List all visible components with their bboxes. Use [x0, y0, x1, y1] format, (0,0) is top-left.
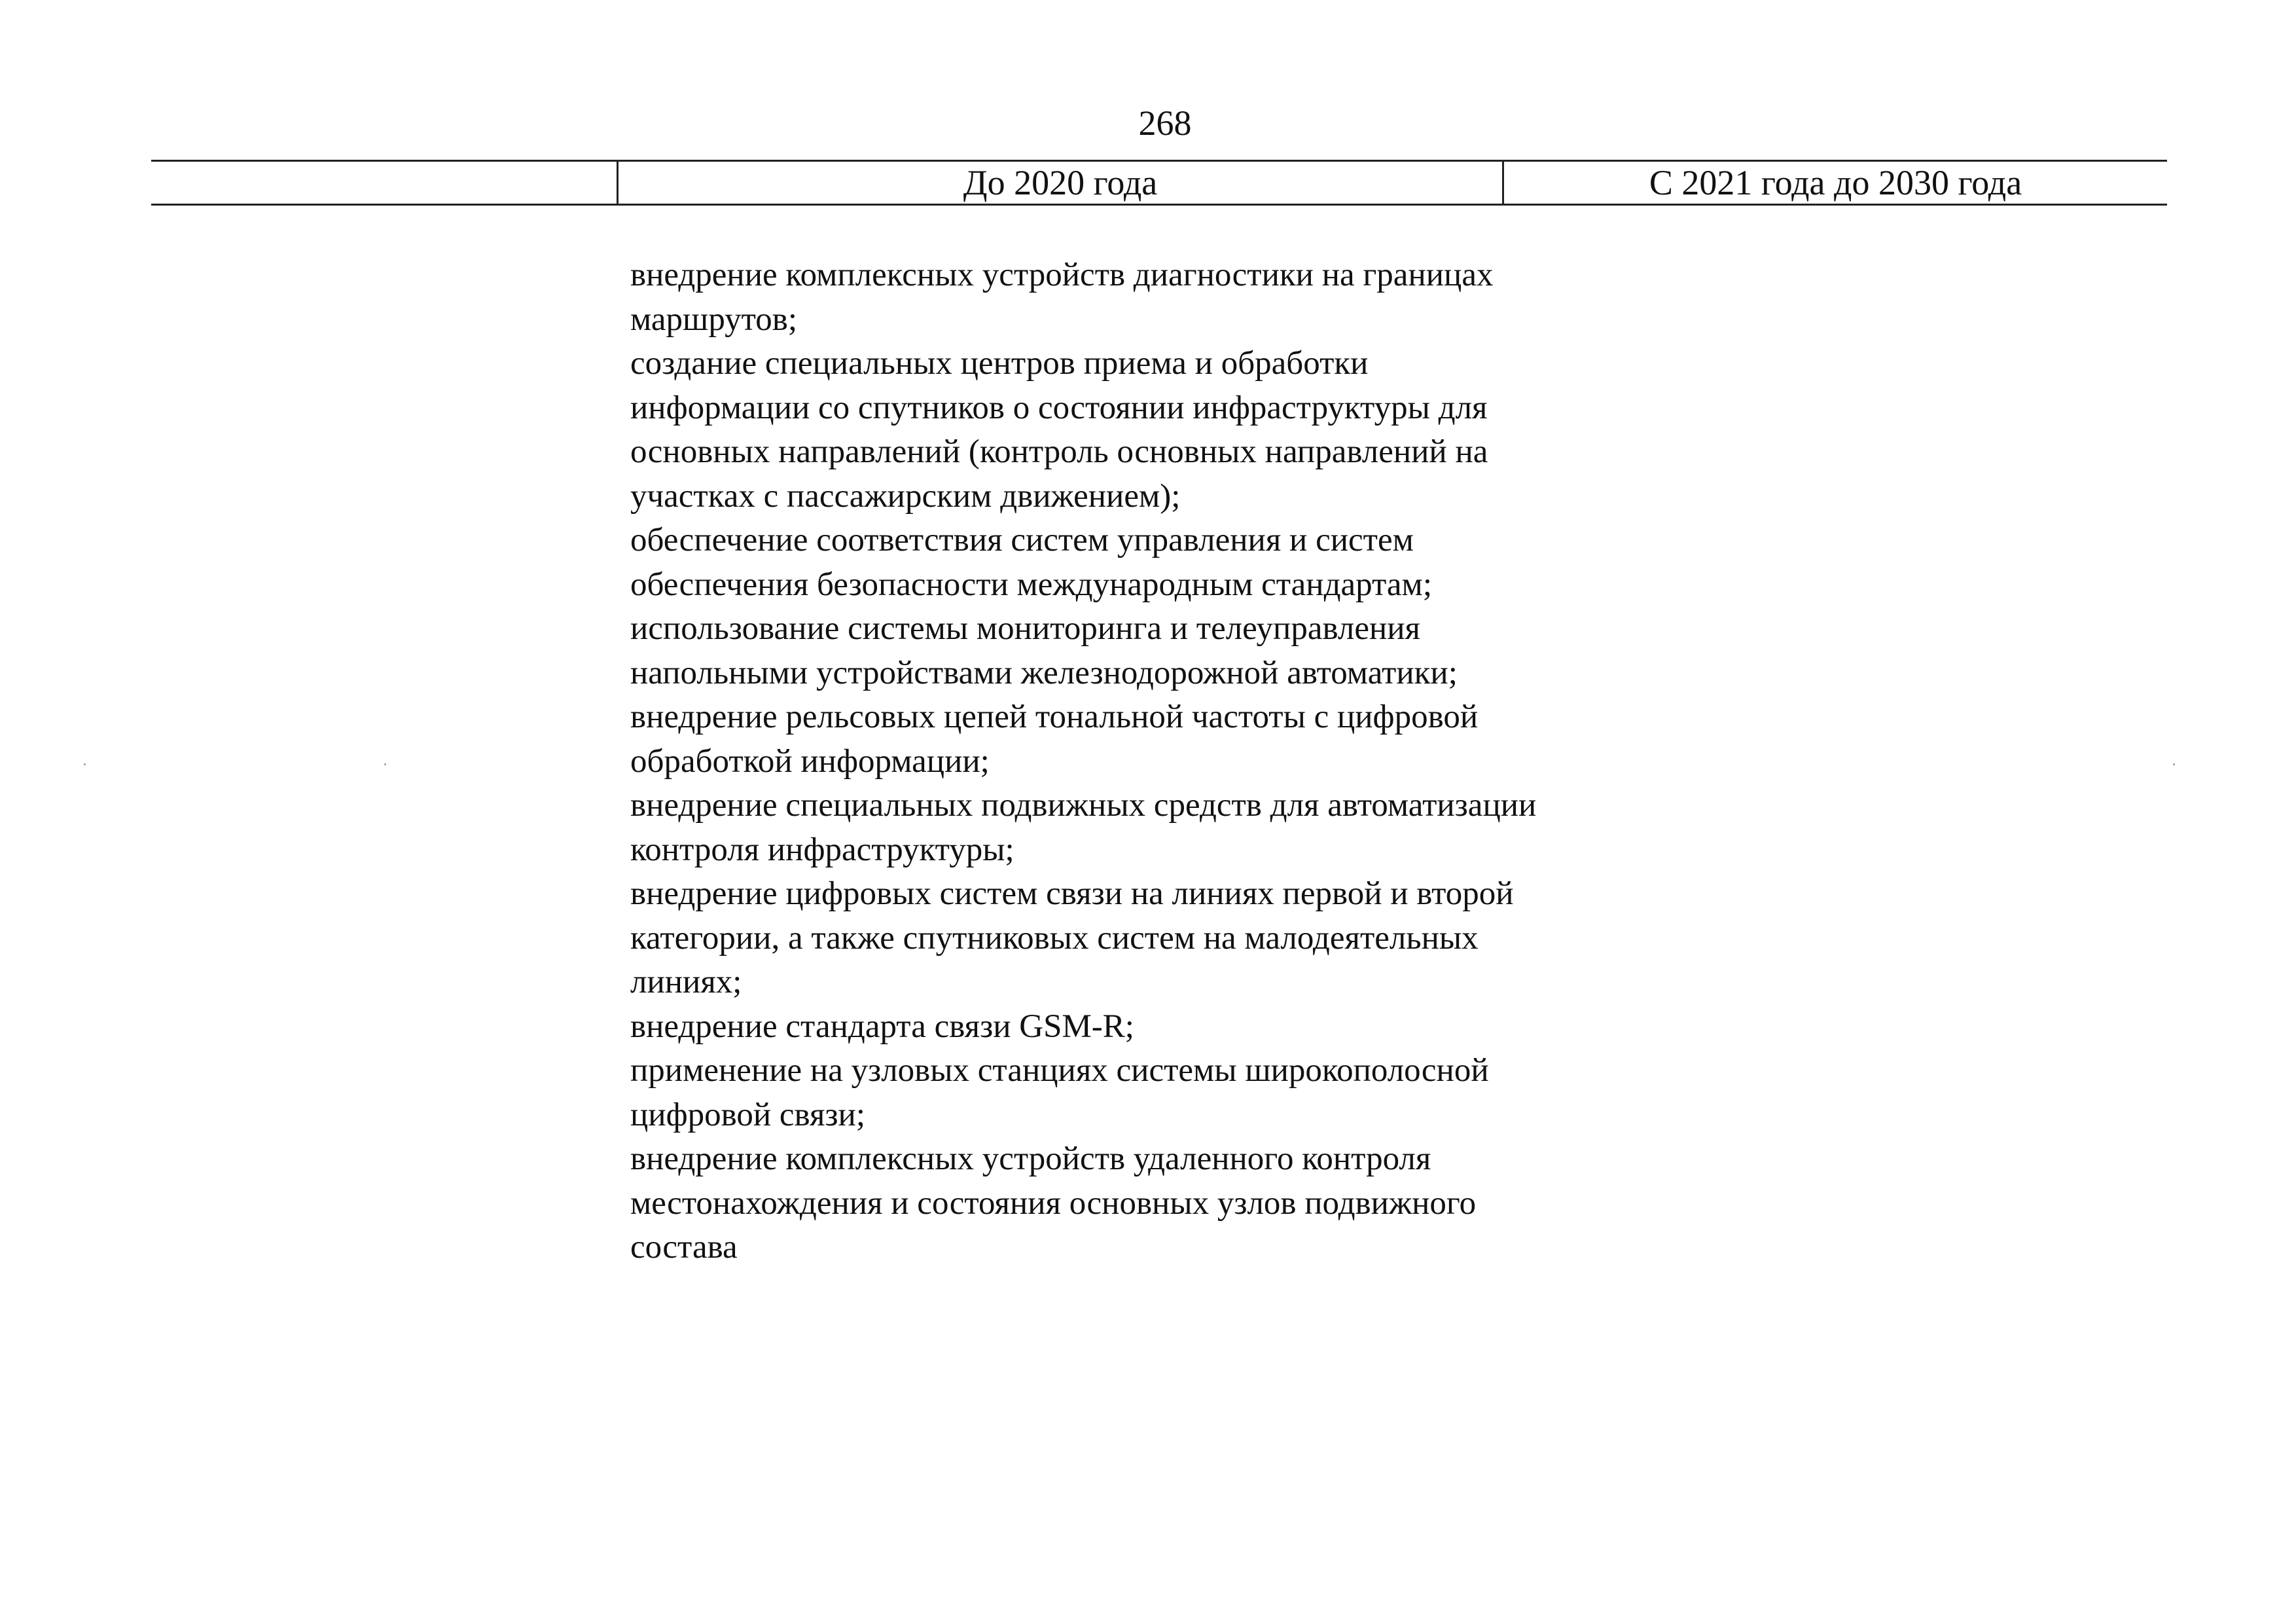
table-header	[151, 160, 2167, 206]
scan-speck	[84, 763, 86, 765]
page-number: 268	[1138, 103, 1192, 143]
list-item: создание специальных центров приема и обработки информации со спутников о состоянии инфраструктуры для основных направлений (контроль основных направлений на участках с пассажирским движением);	[630, 345, 1488, 515]
header-cell-empty	[151, 162, 617, 204]
scan-speck	[384, 763, 386, 765]
list-item: применение на узловых станциях системы широкополосной цифровой связи;	[630, 1052, 1489, 1133]
list-item: внедрение цифровых систем связи на линиях первой и второй категории, а также спутниковых систем на малодеятельных линиях;	[630, 875, 1514, 1000]
measures-list	[630, 253, 1547, 1270]
list-item: внедрение рельсовых цепей тональной частоты с цифровой обработкой информации;	[630, 699, 1479, 780]
list-item: внедрение стандарта связи GSM-R;	[630, 1008, 1134, 1045]
list-item: внедрение специальных подвижных средств для автоматизации контроля инфраструктуры;	[630, 787, 1537, 868]
header-cell-2021-2030: С 2021 года до 2030 года	[1649, 163, 2022, 202]
header-cell-until-2020: До 2020 года	[617, 162, 1504, 204]
scan-speck	[2173, 763, 2175, 765]
list-item: обеспечение соответствия систем управления и систем обеспечения безопасности международным стандартам;	[630, 522, 1432, 603]
list-item: внедрение комплексных устройств удаленного контроля местонахождения и состояния основных узлов подвижного состава	[630, 1140, 1477, 1266]
list-item: внедрение комплексных устройств диагностики на границах маршрутов;	[630, 257, 1494, 338]
list-item: использование системы мониторинга и телеуправления напольными устройствами железнодорожной автоматики;	[630, 610, 1458, 691]
